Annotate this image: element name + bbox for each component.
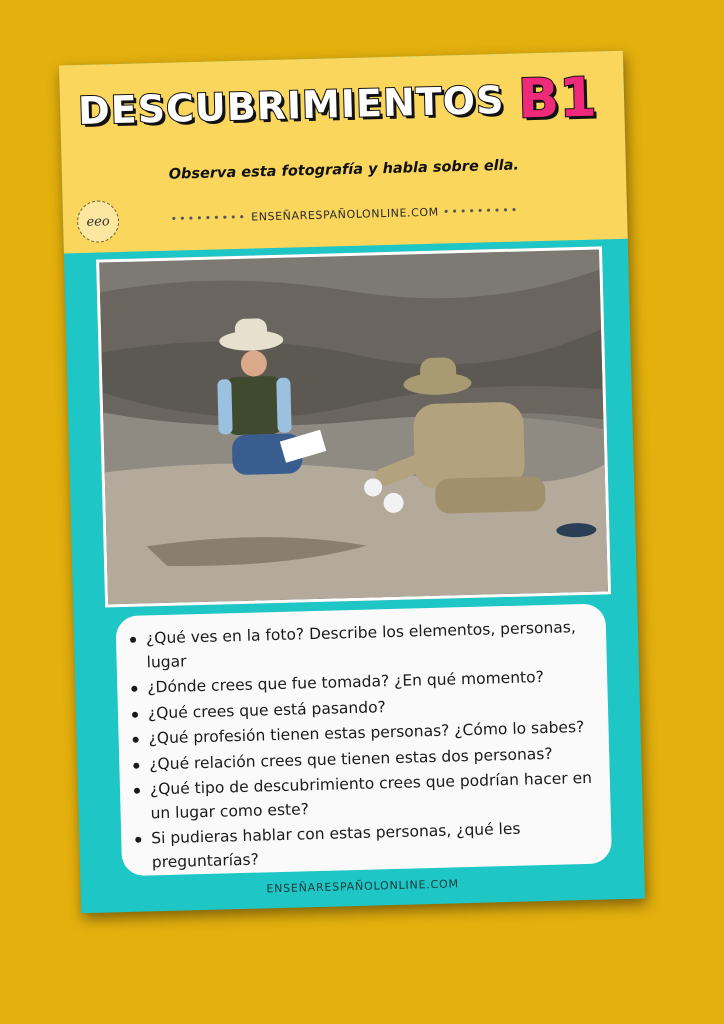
website-top-label[interactable]: ENSEÑARESPAÑOLONLINE.COM bbox=[251, 205, 439, 224]
photo-illustration bbox=[99, 249, 608, 604]
logo-text: eeo bbox=[86, 213, 110, 230]
worksheet-header bbox=[59, 51, 628, 254]
instruction-text: Observa esta fotografía y habla sobre ella. bbox=[168, 157, 520, 183]
dots-decoration: ••••••••• bbox=[170, 210, 248, 226]
worksheet-title: DESCUBRIMIENTOS bbox=[77, 77, 505, 134]
question-item: ¿Qué tipo de descubrimiento crees que podrían hacer en un lugar como este? bbox=[150, 767, 597, 826]
questions-list bbox=[115, 603, 612, 875]
question-item: ¿Qué ves en la foto? Describe los elementos, personas, lugar bbox=[146, 616, 593, 675]
question-item: Si pudieras hablar con estas personas, ¿qué les preguntarías? bbox=[151, 816, 598, 875]
question-item: ¿Qué crees que está pasando? bbox=[148, 690, 594, 725]
website-footer[interactable]: ENSEÑARESPAÑOLONLINE.COM bbox=[266, 877, 459, 896]
dots-decoration: ••••••••• bbox=[442, 203, 520, 219]
question-item: ¿Dónde crees que fue tomada? ¿En qué momento? bbox=[147, 665, 593, 700]
website-top bbox=[63, 201, 627, 229]
question-item: ¿Qué relación crees que tienen estas dos personas? bbox=[149, 741, 595, 776]
question-item: ¿Qué profesión tienen estas personas? ¿Cómo lo sabes? bbox=[148, 716, 594, 751]
level-badge: B1 bbox=[517, 65, 598, 131]
excavation-photo bbox=[96, 246, 611, 607]
questions-panel bbox=[115, 603, 612, 876]
worksheet-card bbox=[59, 51, 645, 913]
